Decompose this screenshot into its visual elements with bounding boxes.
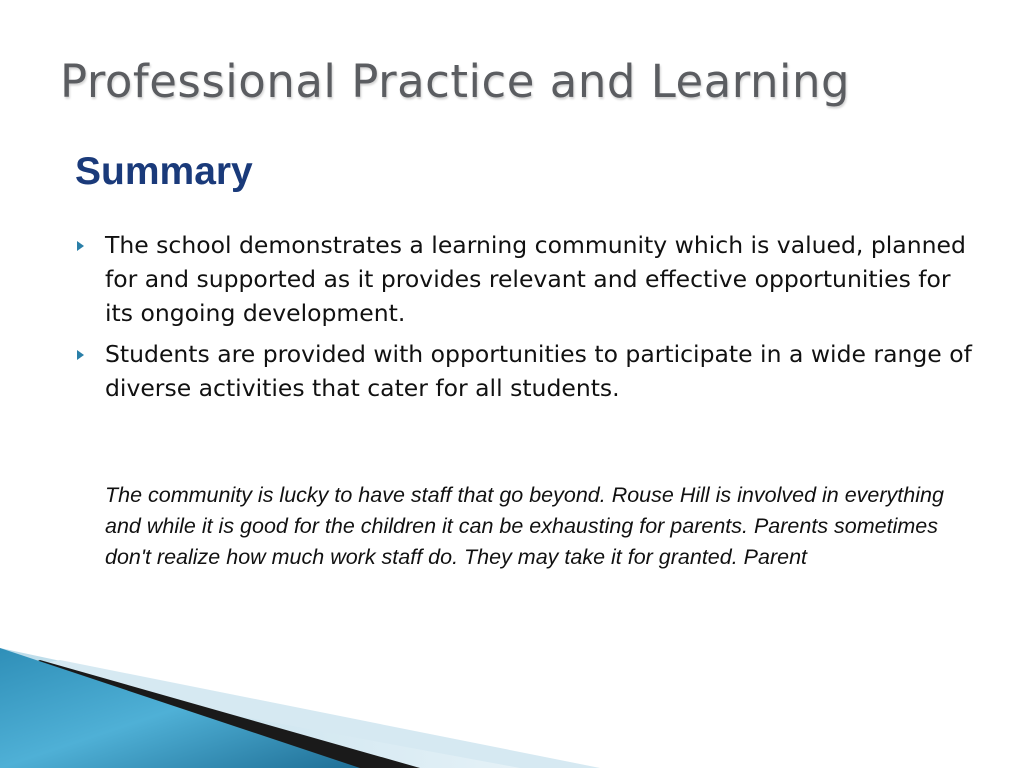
bullet-item bbox=[75, 337, 975, 405]
light-swoosh-upper bbox=[0, 660, 600, 768]
slide-title: Professional Practice and Learning bbox=[60, 55, 851, 108]
bullet-list bbox=[75, 228, 975, 412]
blue-swoosh bbox=[0, 648, 360, 768]
light-swoosh bbox=[0, 648, 560, 768]
parent-quote: The community is lucky to have staff that go beyond. Rouse Hill is involved in everything and while it is good for the children it can be exhausting for parents. Parents sometimes don't realize how much work staff do. They may take it for granted. Parent bbox=[105, 483, 944, 569]
bullet-item bbox=[75, 228, 975, 330]
triangle-bullet-icon bbox=[77, 241, 84, 251]
triangle-bullet-icon bbox=[77, 350, 84, 360]
black-stripe bbox=[0, 660, 420, 768]
bullet-text: The school demonstrates a learning community which is valued, planned for and supported as it provides relevant and effective opportunities for its ongoing development. bbox=[105, 231, 966, 327]
bullet-text: Students are provided with opportunities to participate in a wide range of diverse activities that cater for all students. bbox=[105, 340, 972, 402]
slide-subtitle: Summary bbox=[75, 150, 253, 193]
